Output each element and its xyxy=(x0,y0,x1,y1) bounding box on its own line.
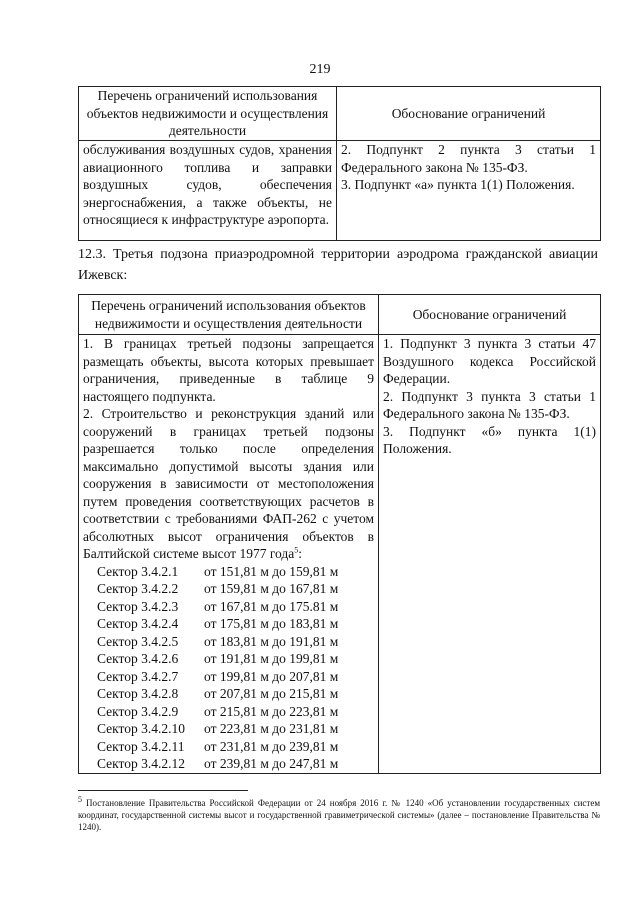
justification-cell xyxy=(379,335,601,774)
restriction-item-2-text: 2. Строительство и реконструкция зданий или сооружений в границах третьей подзоны разрешается только после определения максимально допустимой высоты здания или сооружения в зависимости от местоположения путем проведения соответствующих расчетов в соответствии с требованиями ФАП-262 с учетом абсолютных высот ограничения объектов в Балтийской системе высот 1977 года xyxy=(83,406,374,561)
sector-row xyxy=(83,580,374,598)
sector-height-range: от 223,81 м до 231,81 м xyxy=(204,721,339,736)
justification-item: 1. Подпункт 3 пункта 3 статьи 47 Воздушного кодекса Российской Федерации. xyxy=(383,336,596,386)
sector-height-range: от 239,81 м до 247,81 м xyxy=(204,756,339,771)
header-justification: Обоснование ограничений xyxy=(379,295,601,335)
sector-height-range: от 207,81 м до 215,81 м xyxy=(204,686,339,701)
sector-row xyxy=(83,615,374,633)
sector-list xyxy=(83,563,374,773)
justification-cell xyxy=(337,141,601,241)
sector-row xyxy=(83,685,374,703)
restriction-item-2-end: : xyxy=(298,546,303,561)
footnote-text: Постановление Правительства Российской Федерации от 24 ноября 2016 г. № 1240 «Об установлении государственных систем координат, государственной системы высот и государственной гравиметрической системы» (далее – постановление Правительства № 1240). xyxy=(78,798,601,832)
sector-height-range: от 151,81 м до 159,81 м xyxy=(204,563,339,579)
restriction-item-2 xyxy=(83,405,374,563)
justification-item: 3. Подпункт «б» пункта 1(1) Положения. xyxy=(383,423,596,456)
restriction-text: обслуживания воздушных судов, хранения авиационного топлива и заправки воздушных судов, обеспечения энергоснабжения, а также объекты, не относящиеся к инфраструктуре аэропорта. xyxy=(79,141,337,241)
restrictions-table-1 xyxy=(78,86,601,241)
footnote-divider xyxy=(78,790,248,791)
page-number: 219 xyxy=(309,62,331,77)
sector-row xyxy=(83,720,374,738)
justification-item: 2. Подпункт 3 пункта 3 статьи 1 Федерального закона № 135-ФЗ. xyxy=(383,388,596,421)
sector-name: Сектор 3.4.2.1 xyxy=(97,563,179,579)
sector-height-range: от 199,81 м до 207,81 м xyxy=(204,668,339,684)
sector-height-range: от 215,81 м до 223,81 м xyxy=(204,703,339,719)
header-restrictions: Перечень ограничений использования объектов недвижимости и осуществления деятельности xyxy=(79,295,379,335)
sector-height-range: от 167,81 м до 175.81 м xyxy=(204,598,339,614)
sector-name: Сектор 3.4.2.4 xyxy=(97,616,179,631)
section-heading: 12.3. Третья подзона приаэродромной территории аэродрома гражданской авиации Ижевск: xyxy=(78,247,598,283)
restrictions-table-2 xyxy=(78,294,601,774)
sector-row xyxy=(83,598,374,616)
restriction-item-1: 1. В границах третьей подзоны запрещается размещать объекты, высота которых превышает ограничения, приведенные в таблице 9 настоящего подпункта. xyxy=(83,336,374,404)
footnote-mark: 5 xyxy=(78,795,82,804)
footnote-ref: 5 xyxy=(294,545,299,555)
sector-row xyxy=(83,755,374,773)
table-row xyxy=(79,141,601,241)
sector-row xyxy=(83,668,374,686)
sector-row xyxy=(83,738,374,756)
sector-height-range: от 231,81 м до 239,81 м xyxy=(204,738,339,754)
table-header-row xyxy=(79,87,601,141)
sector-name: Сектор 3.4.2.5 xyxy=(97,633,179,649)
sector-name: Сектор 3.4.2.11 xyxy=(97,738,185,754)
sector-name: Сектор 3.4.2.7 xyxy=(97,668,179,684)
sector-name: Сектор 3.4.2.10 xyxy=(97,721,186,736)
sector-height-range: от 191,81 м до 199,81 м xyxy=(204,651,339,666)
header-justification: Обоснование ограничений xyxy=(337,87,601,141)
justification-item: 3. Подпункт «а» пункта 1(1) Положения. xyxy=(341,177,575,192)
sector-name: Сектор 3.4.2.12 xyxy=(97,756,186,771)
sector-row xyxy=(83,650,374,668)
sector-height-range: от 175,81 м до 183,81 м xyxy=(204,616,339,631)
sector-row xyxy=(83,703,374,721)
sector-name: Сектор 3.4.2.3 xyxy=(97,598,179,614)
restriction-cell xyxy=(79,335,379,774)
justification-item: 2. Подпункт 2 пункта 3 статьи 1 Федерального закона № 135-ФЗ. xyxy=(341,142,596,175)
table-header-row xyxy=(79,295,601,335)
sector-height-range: от 183,81 м до 191,81 м xyxy=(204,633,339,649)
table-row xyxy=(79,335,601,774)
sector-height-range: от 159,81 м до 167,81 м xyxy=(204,581,339,596)
sector-name: Сектор 3.4.2.2 xyxy=(97,581,179,596)
sector-row xyxy=(83,633,374,651)
sector-name: Сектор 3.4.2.8 xyxy=(97,686,179,701)
sector-name: Сектор 3.4.2.6 xyxy=(97,651,179,666)
sector-name: Сектор 3.4.2.9 xyxy=(97,703,179,719)
sector-row xyxy=(83,563,374,581)
footnote xyxy=(78,797,600,833)
header-restrictions: Перечень ограничений использования объектов недвижимости и осуществления деятельности xyxy=(79,87,337,141)
